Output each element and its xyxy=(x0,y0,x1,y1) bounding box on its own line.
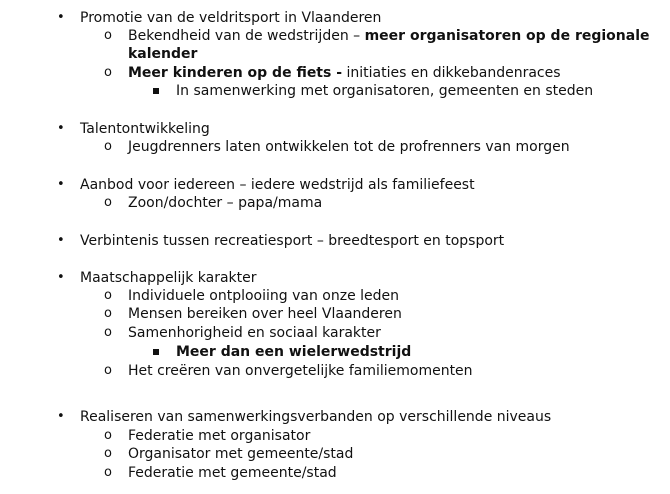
sub-list-item xyxy=(0,138,670,156)
sub-sub-list-item-text: Meer dan een wielerwedstrijd xyxy=(176,344,412,360)
sub-list-item xyxy=(0,287,670,305)
bullet-marker: • xyxy=(57,121,65,136)
sub-list-item-text: Jeugdrenners laten ontwikkelen tot de profrenners van morgen xyxy=(128,139,570,155)
bullet-marker: o xyxy=(104,65,112,80)
sub-sub-list-item xyxy=(0,82,670,100)
square-bullet-marker xyxy=(153,88,159,94)
sub-list-item xyxy=(0,64,670,82)
plain-text: initiaties en dikkebandenraces xyxy=(342,65,561,81)
bullet-marker: • xyxy=(57,10,65,25)
sub-list-item xyxy=(0,305,670,323)
bullet-marker: • xyxy=(57,409,65,424)
bullet-marker: • xyxy=(57,270,65,285)
list-item xyxy=(0,232,670,250)
sub-list-item-text: Mensen bereiken over heel Vlaanderen xyxy=(128,306,402,322)
sub-list-item-text: Federatie met organisator xyxy=(128,428,311,444)
bullet-marker: o xyxy=(104,195,112,210)
list-item xyxy=(0,408,670,426)
sub-list-item xyxy=(0,194,670,212)
sub-list-item xyxy=(0,445,670,463)
sub-list-item xyxy=(0,362,670,380)
plain-text: Bekendheid van de wedstrijden – xyxy=(128,28,365,44)
list-item-text: Realiseren van samenwerkingsverbanden op verschillende niveaus xyxy=(80,409,552,425)
sub-list-item-text: Organisator met gemeente/stad xyxy=(128,446,354,462)
sub-list-item xyxy=(0,427,670,445)
list-item xyxy=(0,120,670,138)
bold-text: meer organisatoren op de regionale xyxy=(364,28,650,44)
list-item-text: Aanbod voor iedereen – iedere wedstrijd als familiefeest xyxy=(80,177,475,193)
bullet-marker: o xyxy=(104,28,112,43)
bullet-marker: o xyxy=(104,446,112,461)
bullet-marker: o xyxy=(104,465,112,480)
sub-list-item xyxy=(0,464,670,482)
list-item-text: Talentontwikkeling xyxy=(80,121,210,137)
list-item-text: Promotie van de veldritsport in Vlaanderen xyxy=(80,10,382,26)
bullet-marker: o xyxy=(104,325,112,340)
bullet-marker: o xyxy=(104,139,112,154)
list-item xyxy=(0,176,670,194)
sub-list-item-text: Het creëren van onvergetelijke familiemomenten xyxy=(128,363,473,379)
bullet-marker: • xyxy=(57,233,65,248)
list-item xyxy=(0,9,670,27)
bullet-marker: o xyxy=(104,428,112,443)
bullet-marker: o xyxy=(104,363,112,378)
sub-list-item-text xyxy=(128,27,650,45)
sub-list-item-text: Zoon/dochter – papa/mama xyxy=(128,195,323,211)
square-bullet-marker xyxy=(153,349,159,355)
bullet-marker: o xyxy=(104,306,112,321)
sub-list-item xyxy=(0,27,670,45)
sub-list-item-text xyxy=(128,64,561,82)
sub-list-item-text: Samenhorigheid en sociaal karakter xyxy=(128,325,381,341)
bullet-marker: • xyxy=(57,177,65,192)
list-item-text: Maatschappelijk karakter xyxy=(80,270,257,286)
sub-list-item xyxy=(0,324,670,342)
bold-text: Meer kinderen op de fiets - xyxy=(128,65,343,81)
bullet-marker: o xyxy=(104,288,112,303)
bold-text: kalender xyxy=(128,46,198,62)
sub-sub-list-item-text: In samenwerking met organisatoren, gemeenten en steden xyxy=(176,83,594,99)
list-item-text: Verbintenis tussen recreatiesport – breedtesport en topsport xyxy=(80,233,505,249)
list-item xyxy=(0,269,670,287)
sub-list-item-continuation xyxy=(0,45,670,63)
sub-list-item-text: Individuele ontplooiing van onze leden xyxy=(128,288,400,304)
sub-list-item-text: Federatie met gemeente/stad xyxy=(128,465,337,481)
sub-sub-list-item xyxy=(0,343,670,361)
